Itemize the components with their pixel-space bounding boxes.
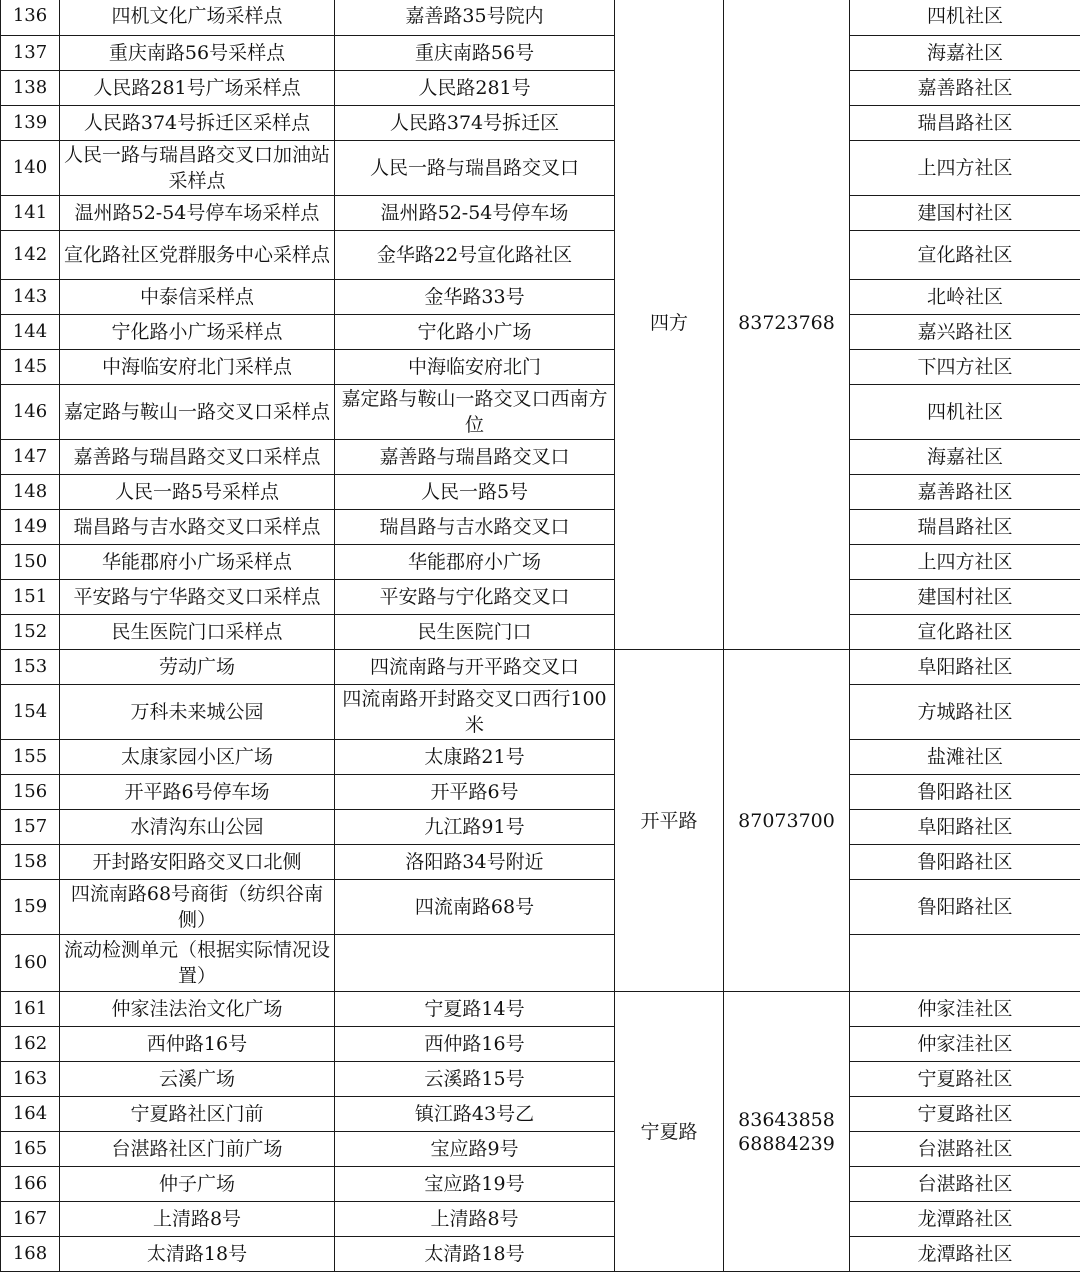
site-address: 四流南路开封路交叉口西行100米: [335, 685, 615, 740]
site-address: 洛阳路34号附近: [335, 845, 615, 880]
row-number: 136: [1, 0, 60, 36]
row-number: 157: [1, 810, 60, 845]
community-name: 阜阳路社区: [850, 650, 1080, 685]
community-name: 嘉善路社区: [850, 71, 1080, 106]
site-address: 民生医院门口: [335, 615, 615, 650]
site-name: 人民路374号拆迁区采样点: [60, 106, 335, 141]
row-number: 140: [1, 141, 60, 196]
site-name: 宁化路小广场采样点: [60, 315, 335, 350]
community-name: 建国村社区: [850, 196, 1080, 231]
site-address: 嘉善路与瑞昌路交叉口: [335, 440, 615, 475]
site-name: 人民一路5号采样点: [60, 475, 335, 510]
site-name: 华能郡府小广场采样点: [60, 545, 335, 580]
community-name: 盐滩社区: [850, 740, 1080, 775]
row-number: 158: [1, 845, 60, 880]
row-number: 138: [1, 71, 60, 106]
site-name: 中海临安府北门采样点: [60, 350, 335, 385]
community-name: 上四方社区: [850, 141, 1080, 196]
site-address: 九江路91号: [335, 810, 615, 845]
site-name: 太康家园小区广场: [60, 740, 335, 775]
site-address: 宁夏路14号: [335, 992, 615, 1027]
community-name: 四机社区: [850, 385, 1080, 440]
table-row: [1, 935, 1080, 992]
row-number: 148: [1, 475, 60, 510]
community-name: 宣化路社区: [850, 231, 1080, 280]
row-number: 143: [1, 280, 60, 315]
community-name: 鲁阳路社区: [850, 880, 1080, 935]
street-name: 宁夏路: [615, 992, 724, 1272]
table-row: [1, 350, 1080, 385]
site-address: 四流南路68号: [335, 880, 615, 935]
community-name: 下四方社区: [850, 350, 1080, 385]
row-number: 154: [1, 685, 60, 740]
row-number: 155: [1, 740, 60, 775]
site-address: 人民一路5号: [335, 475, 615, 510]
site-name: 仲子广场: [60, 1167, 335, 1202]
row-number: 142: [1, 231, 60, 280]
site-address: 人民路374号拆迁区: [335, 106, 615, 141]
community-name: 仲家洼社区: [850, 992, 1080, 1027]
table-row: [1, 545, 1080, 580]
site-address: 重庆南路56号: [335, 36, 615, 71]
site-name: 劳动广场: [60, 650, 335, 685]
community-name: 仲家洼社区: [850, 1027, 1080, 1062]
table-row: [1, 36, 1080, 71]
site-address: [335, 935, 615, 992]
row-number: 165: [1, 1132, 60, 1167]
row-number: 162: [1, 1027, 60, 1062]
row-number: 152: [1, 615, 60, 650]
contact-phone: 87073700: [724, 650, 850, 992]
site-address: 镇江路43号乙: [335, 1097, 615, 1132]
table-row: [1, 1132, 1080, 1167]
community-name: 海嘉社区: [850, 36, 1080, 71]
site-address: 金华路22号宣化路社区: [335, 231, 615, 280]
contact-phone: 83723768: [724, 0, 850, 650]
row-number: 164: [1, 1097, 60, 1132]
table-row: [1, 196, 1080, 231]
table-row: [1, 106, 1080, 141]
row-number: 151: [1, 580, 60, 615]
site-name: 四机文化广场采样点: [60, 0, 335, 36]
table-row: [1, 510, 1080, 545]
community-name: 海嘉社区: [850, 440, 1080, 475]
table-row: [1, 845, 1080, 880]
site-name: 流动检测单元（根据实际情况设置）: [60, 935, 335, 992]
site-name: 万科未来城公园: [60, 685, 335, 740]
row-number: 145: [1, 350, 60, 385]
community-name: 北岭社区: [850, 280, 1080, 315]
row-number: 146: [1, 385, 60, 440]
site-address: 平安路与宁化路交叉口: [335, 580, 615, 615]
site-name: 重庆南路56号采样点: [60, 36, 335, 71]
community-name: 建国村社区: [850, 580, 1080, 615]
site-name: 开平路6号停车场: [60, 775, 335, 810]
row-number: 144: [1, 315, 60, 350]
site-name: 仲家洼法治文化广场: [60, 992, 335, 1027]
street-name: 四方: [615, 0, 724, 650]
row-number: 156: [1, 775, 60, 810]
table-row: [1, 580, 1080, 615]
site-address: 嘉定路与鞍山一路交叉口西南方位: [335, 385, 615, 440]
site-name: 温州路52-54号停车场采样点: [60, 196, 335, 231]
row-number: 137: [1, 36, 60, 71]
site-address: 太康路21号: [335, 740, 615, 775]
site-name: 西仲路16号: [60, 1027, 335, 1062]
table-row: [1, 440, 1080, 475]
row-number: 163: [1, 1062, 60, 1097]
table-row: [1, 1202, 1080, 1237]
site-address: 人民路281号: [335, 71, 615, 106]
site-name: 宣化路社区党群服务中心采样点: [60, 231, 335, 280]
site-address: 云溪路15号: [335, 1062, 615, 1097]
community-name: 鲁阳路社区: [850, 775, 1080, 810]
site-address: 温州路52-54号停车场: [335, 196, 615, 231]
table-row: [1, 685, 1080, 740]
site-name: 太清路18号: [60, 1237, 335, 1272]
row-number: 149: [1, 510, 60, 545]
site-address: 太清路18号: [335, 1237, 615, 1272]
community-name: 嘉善路社区: [850, 475, 1080, 510]
site-name: 四流南路68号商街（纺织谷南侧）: [60, 880, 335, 935]
table-row: [1, 1237, 1080, 1272]
row-number: 166: [1, 1167, 60, 1202]
table-row: [1, 0, 1080, 36]
table-row: [1, 650, 1080, 685]
site-address: 瑞昌路与吉水路交叉口: [335, 510, 615, 545]
site-name: 台湛路社区门前广场: [60, 1132, 335, 1167]
community-name: 宁夏路社区: [850, 1097, 1080, 1132]
row-number: 160: [1, 935, 60, 992]
row-number: 161: [1, 992, 60, 1027]
site-address: 中海临安府北门: [335, 350, 615, 385]
site-address: 华能郡府小广场: [335, 545, 615, 580]
site-name: 云溪广场: [60, 1062, 335, 1097]
community-name: [850, 935, 1080, 992]
community-name: 阜阳路社区: [850, 810, 1080, 845]
row-number: 167: [1, 1202, 60, 1237]
row-number: 147: [1, 440, 60, 475]
table-row: [1, 1027, 1080, 1062]
row-number: 159: [1, 880, 60, 935]
table-row: [1, 71, 1080, 106]
site-name: 人民一路与瑞昌路交叉口加油站采样点: [60, 141, 335, 196]
community-name: 鲁阳路社区: [850, 845, 1080, 880]
site-name: 瑞昌路与吉水路交叉口采样点: [60, 510, 335, 545]
site-address: 宁化路小广场: [335, 315, 615, 350]
site-address: 嘉善路35号院内: [335, 0, 615, 36]
site-name: 中泰信采样点: [60, 280, 335, 315]
site-address: 人民一路与瑞昌路交叉口: [335, 141, 615, 196]
table-row: [1, 775, 1080, 810]
contact-phone: 83643858 68884239: [724, 992, 850, 1272]
table-row: [1, 141, 1080, 196]
table-row: [1, 810, 1080, 845]
site-address: 宝应路19号: [335, 1167, 615, 1202]
table-row: [1, 992, 1080, 1027]
table-row: [1, 1097, 1080, 1132]
community-name: 台湛路社区: [850, 1132, 1080, 1167]
site-address: 四流南路与开平路交叉口: [335, 650, 615, 685]
row-number: 139: [1, 106, 60, 141]
site-name: 民生医院门口采样点: [60, 615, 335, 650]
community-name: 龙潭路社区: [850, 1202, 1080, 1237]
site-address: 宝应路9号: [335, 1132, 615, 1167]
community-name: 瑞昌路社区: [850, 106, 1080, 141]
site-name: 嘉善路与瑞昌路交叉口采样点: [60, 440, 335, 475]
site-address: 金华路33号: [335, 280, 615, 315]
community-name: 上四方社区: [850, 545, 1080, 580]
table-row: [1, 231, 1080, 280]
site-address: 开平路6号: [335, 775, 615, 810]
community-name: 四机社区: [850, 0, 1080, 36]
table-row: [1, 280, 1080, 315]
site-name: 水清沟东山公园: [60, 810, 335, 845]
table-row: [1, 385, 1080, 440]
community-name: 宁夏路社区: [850, 1062, 1080, 1097]
community-name: 方城路社区: [850, 685, 1080, 740]
site-name: 平安路与宁华路交叉口采样点: [60, 580, 335, 615]
table-row: [1, 1167, 1080, 1202]
row-number: 150: [1, 545, 60, 580]
row-number: 141: [1, 196, 60, 231]
site-name: 嘉定路与鞍山一路交叉口采样点: [60, 385, 335, 440]
community-name: 瑞昌路社区: [850, 510, 1080, 545]
street-name: 开平路: [615, 650, 724, 992]
table-row: [1, 315, 1080, 350]
community-name: 台湛路社区: [850, 1167, 1080, 1202]
site-name: 人民路281号广场采样点: [60, 71, 335, 106]
site-name: 上清路8号: [60, 1202, 335, 1237]
site-address: 西仲路16号: [335, 1027, 615, 1062]
community-name: 宣化路社区: [850, 615, 1080, 650]
site-address: 上清路8号: [335, 1202, 615, 1237]
site-name: 宁夏路社区门前: [60, 1097, 335, 1132]
row-number: 168: [1, 1237, 60, 1272]
table-row: [1, 740, 1080, 775]
site-name: 开封路安阳路交叉口北侧: [60, 845, 335, 880]
community-name: 龙潭路社区: [850, 1237, 1080, 1272]
table-row: [1, 475, 1080, 510]
community-name: 嘉兴路社区: [850, 315, 1080, 350]
table-row: [1, 1062, 1080, 1097]
table-row: [1, 615, 1080, 650]
row-number: 153: [1, 650, 60, 685]
table-row: [1, 880, 1080, 935]
